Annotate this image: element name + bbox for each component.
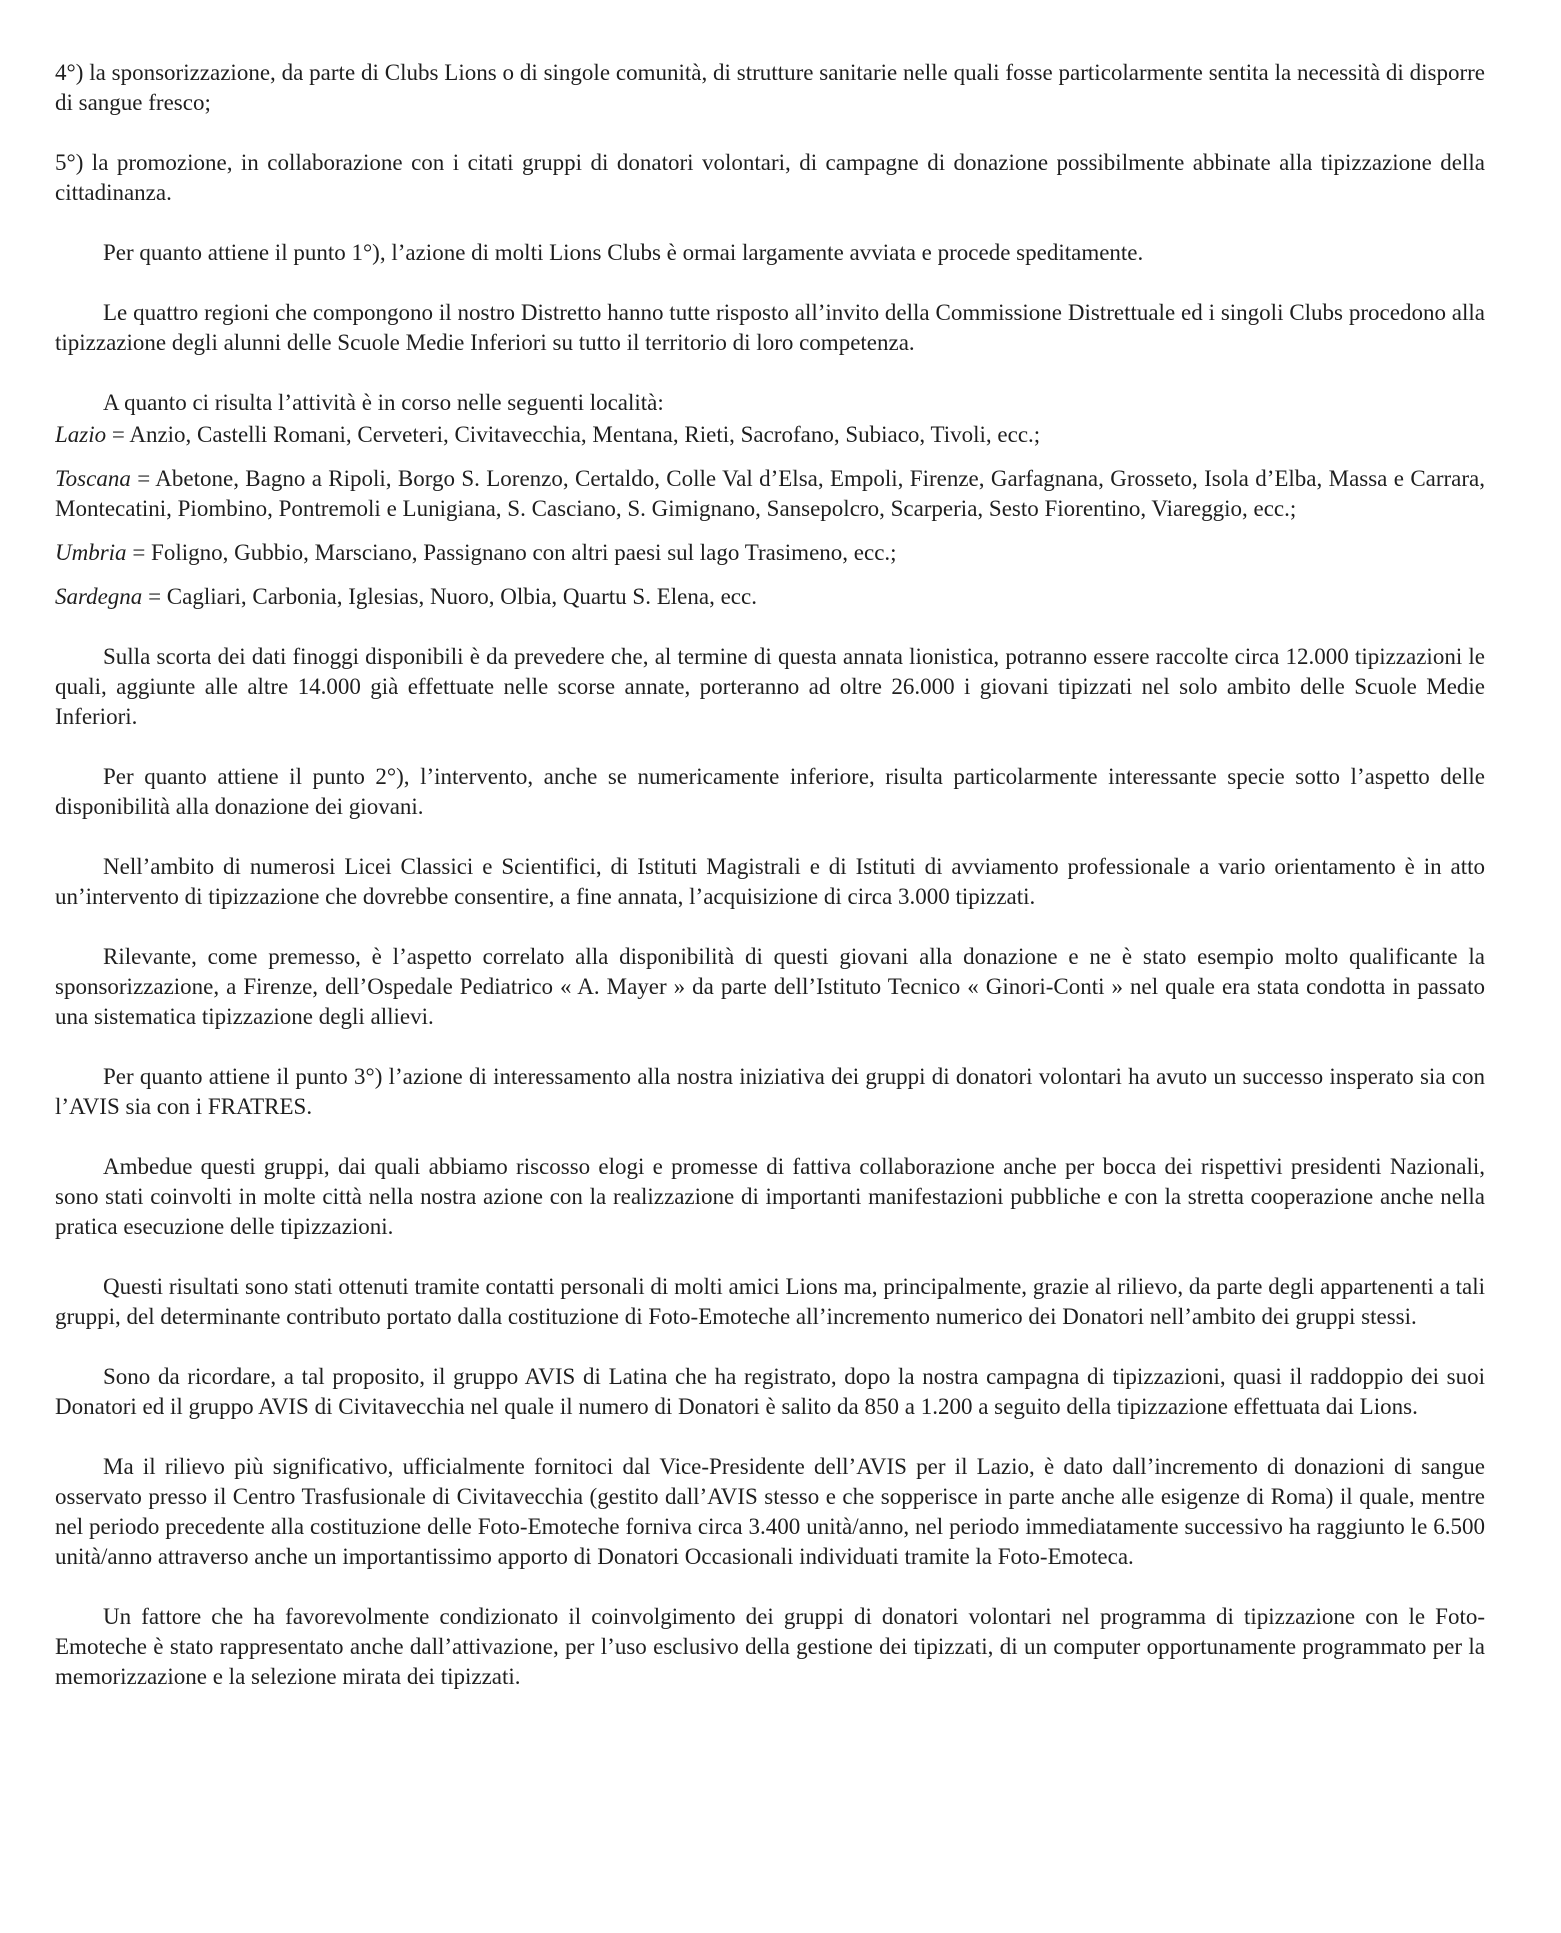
paragraph-sulla-scorta: Sulla scorta dei dati finoggi disponibili è da prevedere che, al termine di questa annata lionistica, potranno essere raccolte circa 12.000 tipizzazioni le quali, aggiunte alle altre 14.000 già effettuate nelle scorse annate, porteranno ad oltre 26.000 i giovani tipizzati nel solo ambito delle Scuole Medie Inferiori. bbox=[55, 644, 1485, 729]
region-name: Umbria bbox=[55, 540, 127, 565]
paragraph-licei: Nell’ambito di numerosi Licei Classici e Scientifici, di Istituti Magistrali e di Istituti di avviamento professionale a vario orientamento è in atto un’intervento di tipizzazione che dovrebbe consentire, a fine annata, l’acquisizione di circa 3.000 tipizzati. bbox=[55, 854, 1485, 909]
region-places: Cagliari, Carbonia, Iglesias, Nuoro, Olbia, Quartu S. Elena, ecc. bbox=[166, 584, 757, 609]
region-places: Foligno, Gubbio, Marsciano, Passignano con altri paesi sul lago Trasimeno, ecc.; bbox=[151, 540, 897, 565]
paragraph-punto-2: Per quanto attiene il punto 2°), l’intervento, anche se numericamente inferiore, risulta particolarmente interessante specie sotto l’aspetto delle disponibilità alla donazione dei giovani. bbox=[55, 764, 1485, 819]
locality-lazio bbox=[55, 420, 1485, 450]
equals-sign: = bbox=[130, 466, 156, 491]
paragraph-fattore: Un fattore che ha favorevolmente condizionato il coinvolgimento dei gruppi di donatori volontari nel programma di tipizzazione con le Foto-Emoteche è stato rappresentato anche dall’attivazione, per l’uso esclusivo della gestione dei tipizzati, di un computer opportunamente programmato per la memorizzazione e la selezione mirata dei tipizzati. bbox=[55, 1604, 1485, 1689]
region-places: Anzio, Castelli Romani, Cerveteri, Civitavecchia, Mentana, Rieti, Sacrofano, Subiaco, Tivoli, ecc.; bbox=[129, 422, 1041, 447]
paragraph-point-4: 4°) la sponsorizzazione, da parte di Clubs Lions o di singole comunità, di strutture sanitarie nelle quali fosse particolarmente sentita la necessità di disporre di sangue fresco; bbox=[55, 60, 1485, 115]
equals-sign: = bbox=[106, 422, 130, 447]
paragraph-regioni: Le quattro regioni che compongono il nostro Distretto hanno tutte risposto all’invito della Commissione Distrettuale ed i singoli Clubs procedono alla tipizzazione degli alunni delle Scuole Medie Inferiori su tutto il territorio di loro competenza. bbox=[55, 300, 1485, 355]
paragraph-rilevante: Rilevante, come premesso, è l’aspetto correlato alla disponibilità di questi giovani alla donazione e ne è stato esempio molto qualificante la sponsorizzazione, a Firenze, dell’Ospedale Pediatrico « A. Mayer » da parte dell’Istituto Tecnico « Ginori-Conti » nel quale era stata condotta in passato una sistematica tipizzazione degli allievi. bbox=[55, 944, 1485, 1029]
equals-sign: = bbox=[126, 540, 152, 565]
paragraph-punto-1: Per quanto attiene il punto 1°), l’azione di molti Lions Clubs è ormai largamente avviata e procede speditamente. bbox=[103, 240, 1144, 265]
paragraph-punto-3: Per quanto attiene il punto 3°) l’azione di interessamento alla nostra iniziativa dei gruppi di donatori volontari ha avuto un successo insperato sia con l’AVIS sia con i FRATRES. bbox=[55, 1064, 1485, 1119]
paragraph-ricordare: Sono da ricordare, a tal proposito, il gruppo AVIS di Latina che ha registrato, dopo la nostra campagna di tipizzazioni, quasi il raddoppio dei suoi Donatori ed il gruppo AVIS di Civitavecchia nel quale il numero di Donatori è salito da 850 a 1.200 a seguito della tipizzazione effettuata dai Lions. bbox=[55, 1364, 1485, 1419]
locality-umbria bbox=[55, 538, 1485, 568]
region-name: Sardegna bbox=[55, 584, 143, 609]
locality-sardegna bbox=[55, 582, 1485, 612]
equals-sign: = bbox=[142, 584, 167, 609]
paragraph-rilievo: Ma il rilievo più significativo, ufficialmente fornitoci dal Vice-Presidente dell’AVIS per il Lazio, è dato dall’incremento di donazioni di sangue osservato presso il Centro Trasfusionale di Civitavecchia (gestito dall’AVIS stesso e che sopperisce in parte anche alle esigenze di Roma) il quale, mentre nel periodo precedente alla costituzione delle Foto-Emoteche forniva circa 3.400 unità/anno, nel periodo immediatamente successivo ha raggiunto le 6.500 unità/anno attraverso anche un importantissimo apporto di Donatori Occasionali individuati tramite la Foto-Emoteca. bbox=[55, 1454, 1485, 1569]
locality-toscana bbox=[55, 464, 1485, 524]
paragraph-point-5: 5°) la promozione, in collaborazione con i citati gruppi di donatori volontari, di campagne di donazione possibilmente abbinate alla tipizzazione della cittadinanza. bbox=[55, 150, 1485, 205]
paragraph-localita-intro: A quanto ci risulta l’attività è in corso nelle seguenti località: bbox=[103, 390, 664, 415]
paragraph-ambedue: Ambedue questi gruppi, dai quali abbiamo riscosso elogi e promesse di fattiva collaborazione anche per bocca dei rispettivi presidenti Nazionali, sono stati coinvolti in molte città nella nostra azione con la realizzazione di importanti manifestazioni pubbliche e con la stretta cooperazione anche nella pratica esecuzione delle tipizzazioni. bbox=[55, 1154, 1485, 1239]
document-page bbox=[55, 58, 1485, 1908]
region-places: Abetone, Bagno a Ripoli, Borgo S. Lorenzo, Certaldo, Colle Val d’Elsa, Empoli, Firenze, Garfagnana, Grosseto, Isola d’Elba, Massa e Carrara, Montecatini, Piombino, Pontremoli e Lunigiana, S. Casciano, S. Gimignano, Sansepolcro, Scarperia, Sesto Fiorentino, Viareggio, ecc.; bbox=[55, 466, 1485, 521]
region-name: Toscana bbox=[55, 466, 131, 491]
region-name: Lazio bbox=[55, 422, 107, 447]
paragraph-risultati: Questi risultati sono stati ottenuti tramite contatti personali di molti amici Lions ma, principalmente, grazie al rilievo, da parte degli appartenenti a tali gruppi, del determinante contributo portato dalla costituzione di Foto-Emoteche all’incremento numerico dei Donatori nell’ambito dei gruppi stessi. bbox=[55, 1274, 1485, 1329]
